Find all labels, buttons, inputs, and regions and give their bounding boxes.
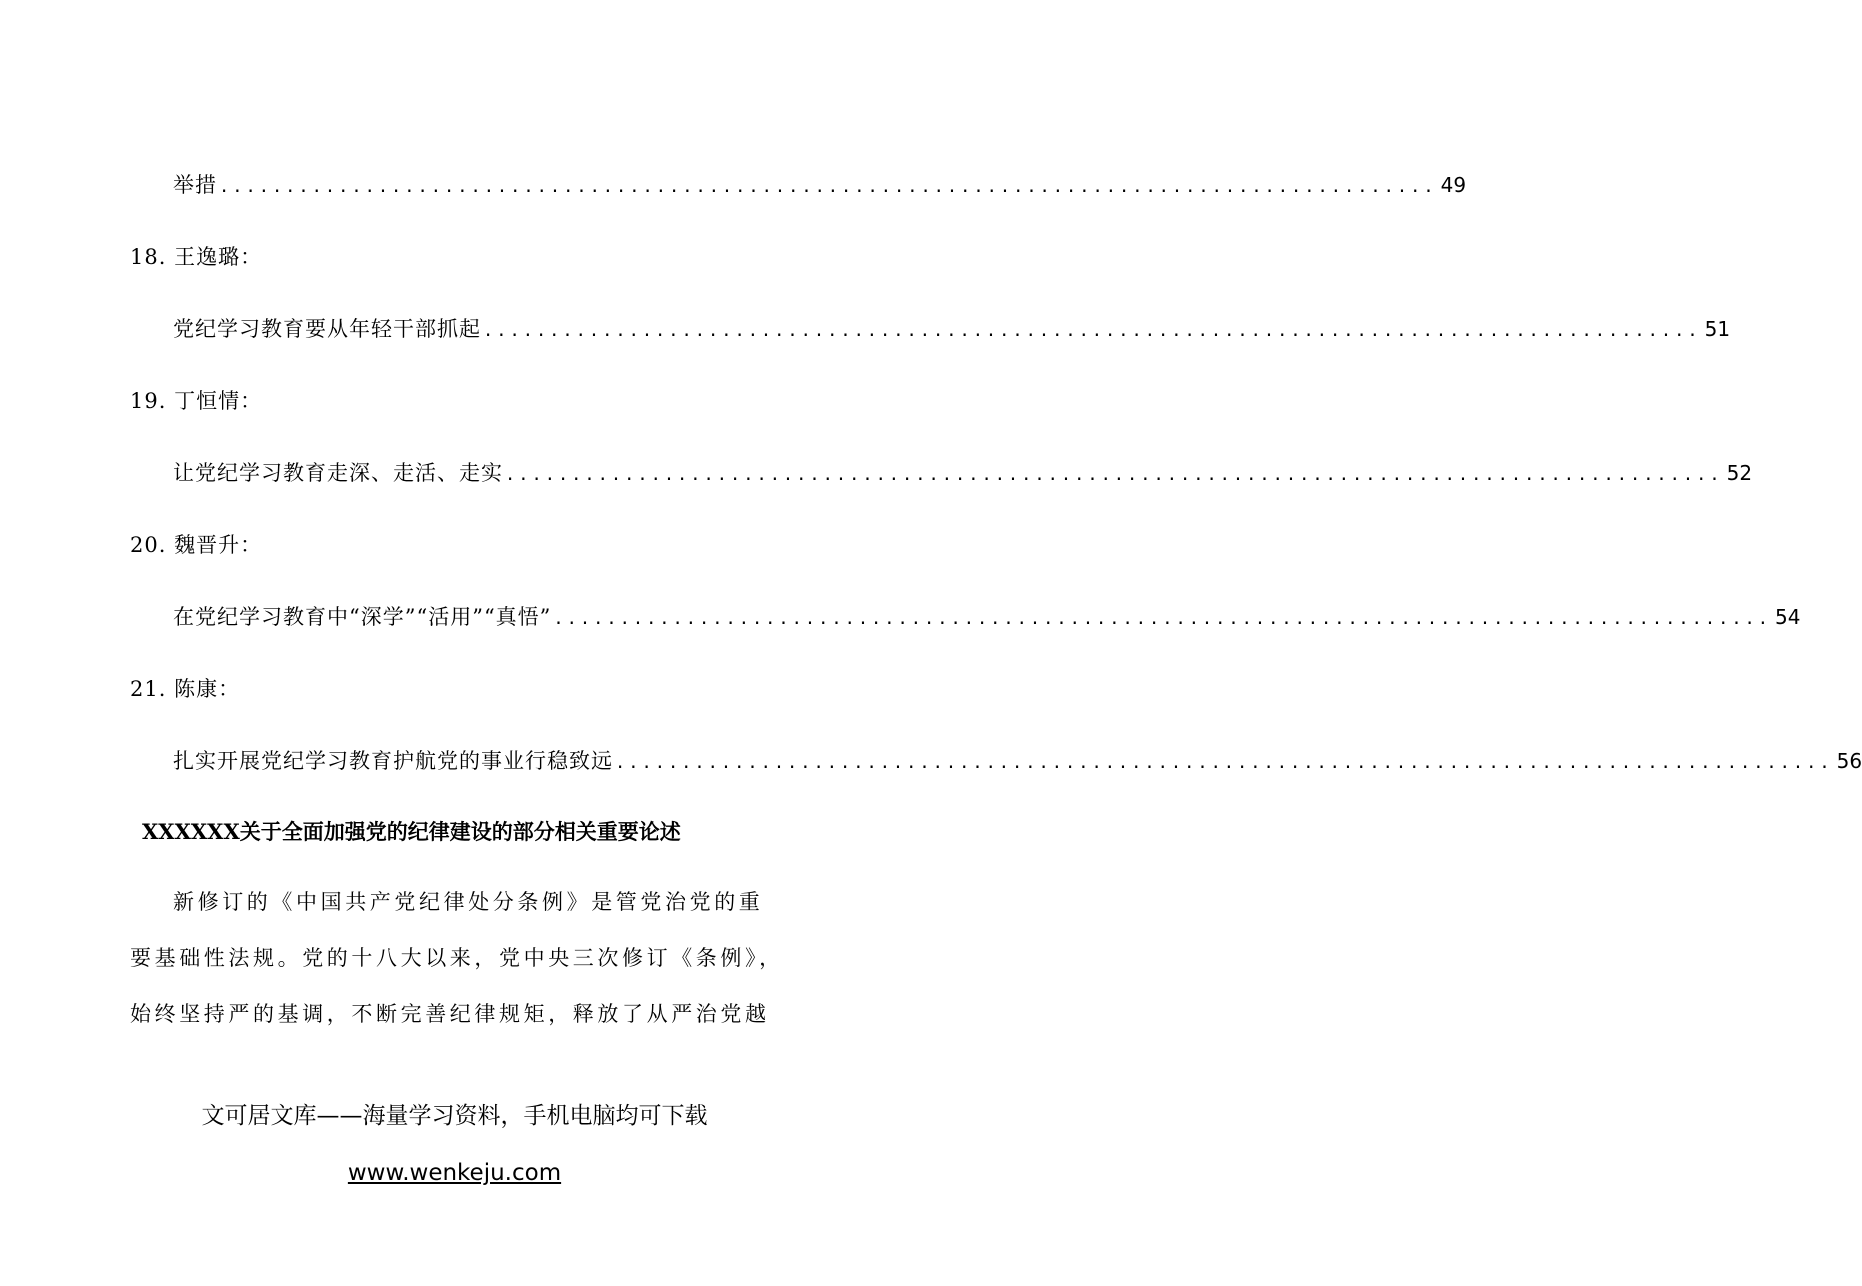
toc-entry-title: 举措 bbox=[173, 173, 217, 197]
toc-author-heading: 21. 陈康： bbox=[130, 677, 241, 701]
toc-page-number: 54 bbox=[1775, 605, 1801, 629]
footer-banner-text: 文可居文库——海量学习资料，手机电脑均可下载 bbox=[201, 1103, 708, 1129]
toc-author-heading: 18. 王逸璐： bbox=[130, 245, 263, 269]
toc-dot-leader: ............................................................................................ bbox=[615, 753, 1833, 773]
toc-page-number: 52 bbox=[1726, 461, 1753, 485]
toc-entry[interactable] bbox=[173, 170, 1467, 200]
toc-dot-leader: ............................................................................................ bbox=[483, 321, 1701, 341]
toc-entry-title: 让党纪学习教育走深、走活、走实 bbox=[173, 461, 503, 485]
toc-entry[interactable] bbox=[173, 602, 1801, 632]
toc-page-number: 51 bbox=[1704, 317, 1731, 341]
toc-entry[interactable] bbox=[173, 458, 1753, 488]
body-text-line: 要基础性法规。党的十八大以来，党中央三次修订《条例》， bbox=[130, 946, 784, 970]
footer-url-link[interactable]: www.wenkeju.com bbox=[347, 1160, 562, 1186]
toc-dot-leader: ............................................................................................ bbox=[553, 609, 1772, 629]
body-text-line: 始终坚持严的基调，不断完善纪律规矩，释放了从严治党越 bbox=[130, 1002, 770, 1026]
toc-entry[interactable] bbox=[173, 746, 1862, 776]
toc-page-number: 49 bbox=[1440, 173, 1467, 197]
toc-author-heading: 20. 魏晋升： bbox=[130, 533, 263, 557]
body-text-line: 新修订的《中国共产党纪律处分条例》是管党治党的重 bbox=[173, 890, 764, 914]
toc-entry-title: 党纪学习教育要从年轻干部抓起 bbox=[173, 317, 481, 341]
toc-author-heading: 19. 丁恒情： bbox=[130, 389, 263, 413]
toc-page-number: 56 bbox=[1836, 749, 1862, 773]
toc-dot-leader: ............................................................................................ bbox=[219, 177, 1437, 197]
toc-entry[interactable] bbox=[173, 314, 1731, 344]
section-heading: XXXXXX关于全面加强党的纪律建设的部分相关重要论述 bbox=[142, 819, 681, 844]
toc-entry-title: 扎实开展党纪学习教育护航党的事业行稳致远 bbox=[173, 749, 613, 773]
toc-dot-leader: ............................................................................................ bbox=[505, 465, 1723, 485]
toc-entry-title: 在党纪学习教育中“深学”“活用”“真悟” bbox=[173, 605, 552, 629]
footer-url-line bbox=[0, 1157, 909, 1189]
